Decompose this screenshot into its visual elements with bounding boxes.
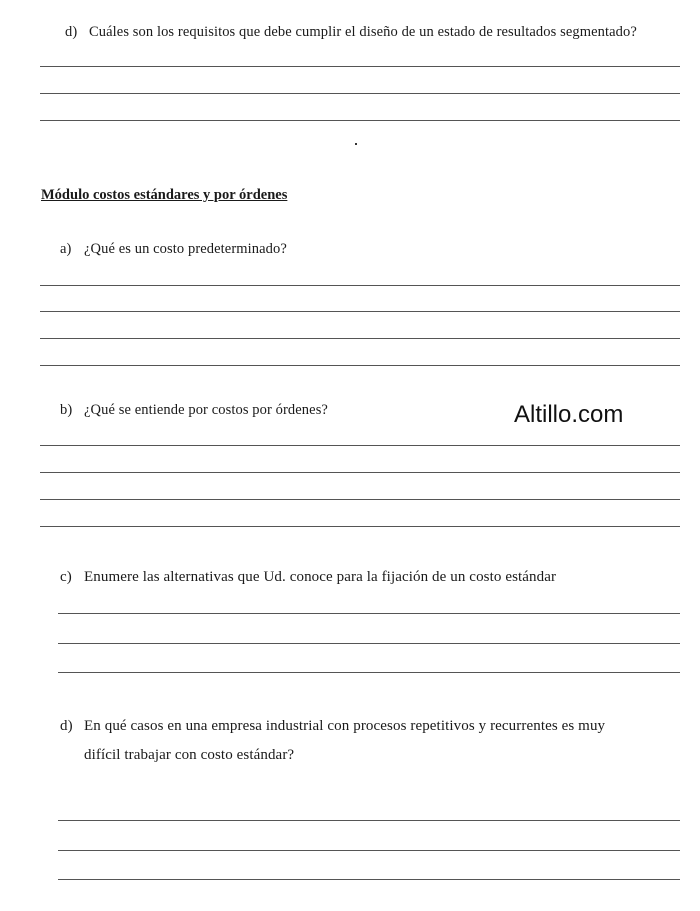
question-text: ¿Qué se entiende por costos por órdenes?	[84, 402, 328, 418]
question-d-standard-cost-continued	[84, 746, 294, 764]
section-title: Módulo costos estándares y por órdenes	[41, 187, 288, 203]
question-text-line2: difícil trabajar con costo estándar?	[84, 747, 295, 763]
answer-line	[58, 850, 680, 851]
question-label: b)	[60, 402, 73, 418]
answer-line	[40, 338, 680, 339]
question-text: Cuáles son los requisitos que debe cumplir el diseño de un estado de resultados segmentado?	[89, 24, 637, 40]
question-label: a)	[60, 241, 72, 257]
answer-line	[40, 472, 680, 473]
answer-line	[40, 526, 680, 527]
answer-line	[40, 120, 680, 121]
question-text: Enumere las alternativas que Ud. conoce para la fijación de un costo estándar	[84, 569, 557, 585]
answer-line	[58, 672, 680, 673]
scan-speck	[355, 143, 357, 145]
question-d-standard-cost	[60, 717, 605, 735]
question-d-segmented-income	[65, 24, 637, 41]
question-b	[60, 402, 328, 419]
question-label: d)	[60, 718, 73, 734]
answer-line	[58, 820, 680, 821]
question-label: d)	[65, 24, 78, 40]
answer-line	[40, 499, 680, 500]
answer-line	[40, 93, 680, 94]
answer-line	[40, 66, 680, 67]
answer-line	[40, 311, 680, 312]
question-a	[60, 241, 287, 258]
answer-line	[58, 613, 680, 614]
answer-line	[40, 365, 680, 366]
answer-line	[58, 879, 680, 880]
answer-line	[40, 285, 680, 286]
question-c	[60, 568, 556, 586]
altillo-watermark: Altillo.com	[514, 401, 624, 428]
question-text-line1: En qué casos en una empresa industrial con procesos repetitivos y recurrentes es muy	[84, 718, 606, 734]
question-text: ¿Qué es un costo predeterminado?	[84, 241, 287, 257]
answer-line	[58, 643, 680, 644]
answer-line	[40, 445, 680, 446]
question-label: c)	[60, 569, 72, 585]
